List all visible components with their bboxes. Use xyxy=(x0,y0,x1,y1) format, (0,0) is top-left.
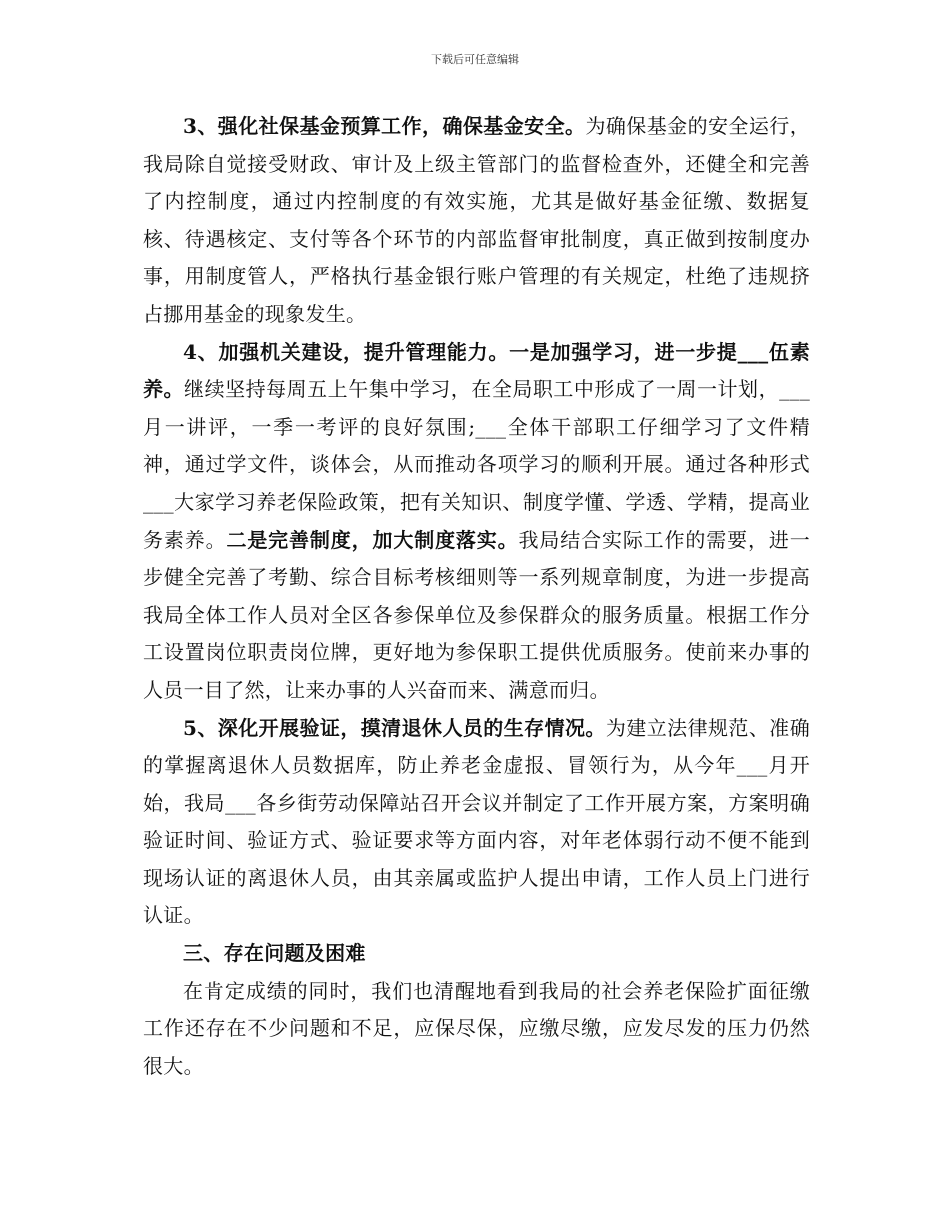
paragraph-4-lead: 4、加强机关建设，提升管理能力。一是加强学习，进一步提___伍素养。 xyxy=(143,339,810,402)
document-body xyxy=(143,108,810,1085)
paragraph-3 xyxy=(143,108,810,334)
paragraph-3-body: 为确保基金的安全运行，我局除自觉接受财政、审计及上级主管部门的监督检查外，还健全和完善了内控制度，通过内控制度的有效实施，尤其是做好基金征缴、数据复核、待遇核定、支付等各个环节的内部监督审批制度，真正做到按制度办事，用制度管人，严格执行基金银行账户管理的有关规定，杜绝了违规挤占挪用基金的现象发生。 xyxy=(143,114,810,326)
paragraph-6: 在肯定成绩的同时，我们也清醒地看到我局的社会养老保险扩面征缴工作还存在不少问题和不足，应保尽保，应缴尽缴，应发尽发的压力仍然很大。 xyxy=(143,978,810,1078)
paragraph-4-lead-2: 二是完善制度，加大制度落实。 xyxy=(226,527,519,552)
paragraph-3-lead: 3、强化社保基金预算工作，确保基金安全。 xyxy=(183,114,586,138)
paragraph-4-body-2: 我局结合实际工作的需要，进一步健全完善了考勤、综合目标考核细则等一系列规章制度，为进一步提高我局全体工作人员对全区各参保单位及参保群众的服务质量。根据工作分工设置岗位职责岗位牌，更好地为参保职工提供优质服务。使前来办事的人员一目了然，让来办事的人兴奋而来、满意而归。 xyxy=(143,527,811,702)
paragraph-4-body-1: 继续坚持每周五上午集中学习，在全局职工中形成了一周一计划，___月一讲评，一季一考评的良好氛围;___全体干部职工仔细学习了文件精神，通过学文件，谈体会，从而推动各项学习的顺利开展。通过各种形式___大家学习养老保险政策，把有关知识、制度学懂、学透、学精，提高业务素养。 xyxy=(143,377,810,552)
paragraph-4 xyxy=(143,334,810,710)
paragraph-5-lead: 5、深化开展验证，摸清退休人员的生存情况。 xyxy=(183,715,606,740)
paragraph-5-body: 为建立法律规范、准确的掌握离退休人员数据库，防止养老金虚报、冒领行为，从今年___月开始，我局___各乡街劳动保障站召开会议并制定了工作开展方案，方案明确验证时间、验证方式、验证要求等方面内容，对年老体弱行动不便不能到现场认证的离退休人员，由其亲属或监护人提出申请，工作人员上门进行认证。 xyxy=(143,715,811,928)
page-header: 下载后可任意编辑 xyxy=(431,53,519,66)
paragraph-5 xyxy=(143,710,810,936)
section-heading-3: 三、存在问题及困难 xyxy=(183,941,366,966)
